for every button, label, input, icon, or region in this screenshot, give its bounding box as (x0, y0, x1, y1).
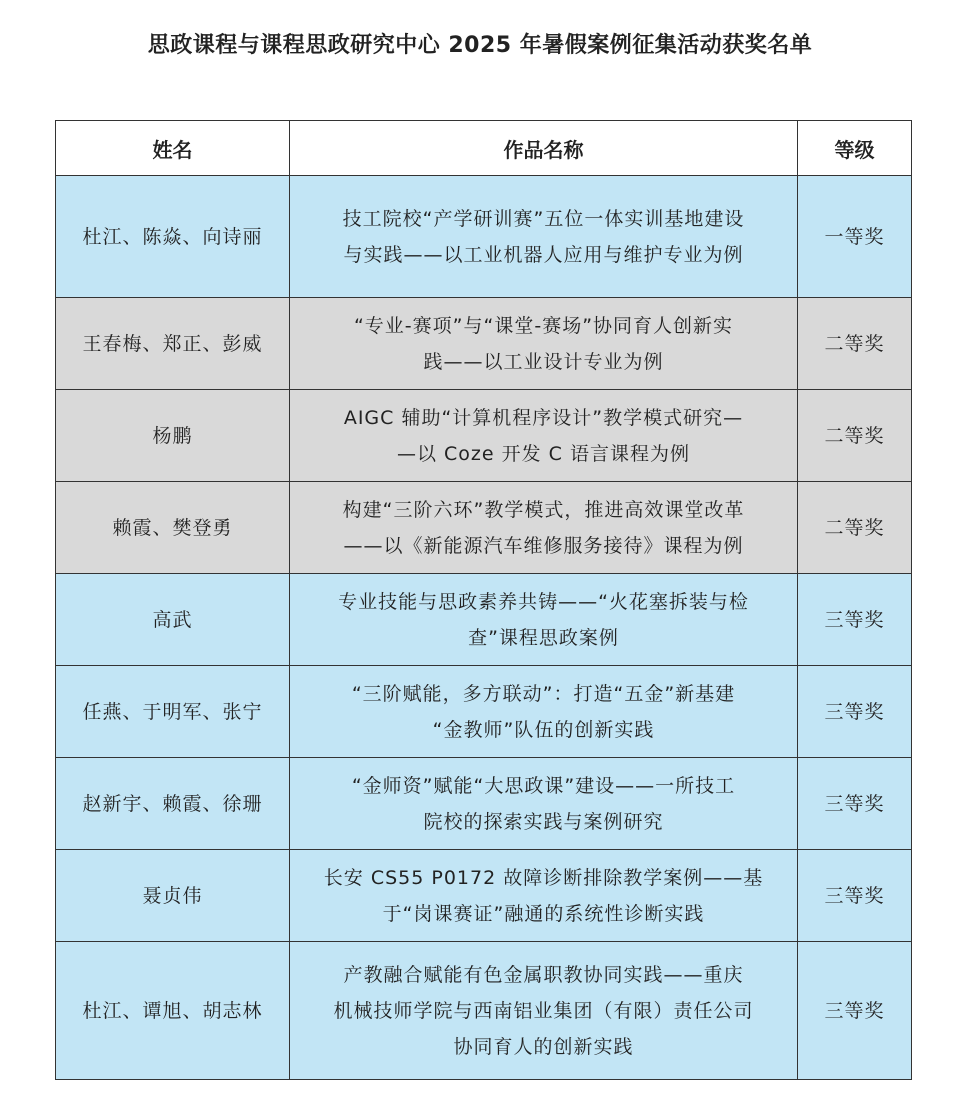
work-cell (290, 574, 798, 666)
names-cell: 赖霞、樊登勇 (56, 482, 290, 574)
header-level: 等级 (798, 121, 912, 176)
names-cell: 赵新宇、赖霞、徐珊 (56, 758, 290, 850)
table-row (56, 758, 912, 850)
header-name: 姓名 (56, 121, 290, 176)
work-title-line: 产教融合赋能有色金属职教协同实践——重庆 (343, 963, 744, 986)
work-cell (290, 666, 798, 758)
table-row (56, 666, 912, 758)
names-cell: 王春梅、郑正、彭威 (56, 298, 290, 390)
work-cell (290, 176, 798, 298)
work-title-line: 院校的探索实践与案例研究 (423, 810, 664, 833)
level-cell: 三等奖 (798, 574, 912, 666)
names-cell: 高武 (56, 574, 290, 666)
work-cell (290, 482, 798, 574)
level-cell: 三等奖 (798, 758, 912, 850)
work-title-line: 长安 CS55 P0172 故障诊断排除教学案例——基 (323, 866, 764, 889)
table-header-row (56, 121, 912, 176)
work-title-line: “专业-赛项”与“课堂-赛场”协同育人创新实 (353, 314, 734, 337)
work-title-line: 技工院校“产学研训赛”五位一体实训基地建设 (342, 207, 745, 230)
work-cell (290, 850, 798, 942)
work-cell (290, 298, 798, 390)
work-title-line: “金教师”队伍的创新实践 (432, 718, 655, 741)
work-cell (290, 942, 798, 1080)
work-title-line: 践——以工业设计专业为例 (423, 350, 664, 373)
level-cell: 二等奖 (798, 298, 912, 390)
work-cell (290, 758, 798, 850)
level-cell: 三等奖 (798, 942, 912, 1080)
table-row (56, 850, 912, 942)
work-title-line: 构建“三阶六环”教学模式，推进高效课堂改革 (342, 498, 745, 521)
names-cell: 聂贞伟 (56, 850, 290, 942)
work-title-line: 查”课程思政案例 (468, 626, 619, 649)
work-title-line: 协同育人的创新实践 (453, 1035, 634, 1058)
level-cell: 二等奖 (798, 390, 912, 482)
work-title-line: —以 Coze 开发 C 语言课程为例 (397, 442, 690, 465)
work-title-line: “三阶赋能，多方联动”：打造“五金”新基建 (351, 682, 736, 705)
work-title-line: AIGC 辅助“计算机程序设计”教学模式研究— (343, 406, 744, 429)
names-cell: 杜江、陈焱、向诗丽 (56, 176, 290, 298)
work-title-line: 机械技师学院与西南铝业集团（有限）责任公司 (333, 999, 754, 1022)
work-title-line: 于“岗课赛证”融通的系统性诊断实践 (382, 902, 705, 925)
table-row (56, 482, 912, 574)
level-cell: 三等奖 (798, 666, 912, 758)
work-cell (290, 390, 798, 482)
level-cell: 三等奖 (798, 850, 912, 942)
names-cell: 杨鹏 (56, 390, 290, 482)
names-cell: 任燕、于明军、张宁 (56, 666, 290, 758)
table-row (56, 176, 912, 298)
work-title-line: ——以《新能源汽车维修服务接待》课程为例 (343, 534, 744, 557)
table-row (56, 574, 912, 666)
table-row (56, 390, 912, 482)
level-cell: 一等奖 (798, 176, 912, 298)
work-title-line: “金师资”赋能“大思政课”建设——一所技工 (351, 774, 736, 797)
level-cell: 二等奖 (798, 482, 912, 574)
work-title-line: 专业技能与思政素养共铸——“火花塞拆装与检 (338, 590, 749, 613)
work-title-line: 与实践——以工业机器人应用与维护专业为例 (343, 243, 744, 266)
names-cell: 杜江、谭旭、胡志林 (56, 942, 290, 1080)
header-work: 作品名称 (290, 121, 798, 176)
table-row (56, 942, 912, 1080)
page-title: 思政课程与课程思政研究中心 2025 年暑假案例征集活动获奖名单 (147, 33, 813, 58)
table-row (56, 298, 912, 390)
award-table (55, 120, 912, 1080)
